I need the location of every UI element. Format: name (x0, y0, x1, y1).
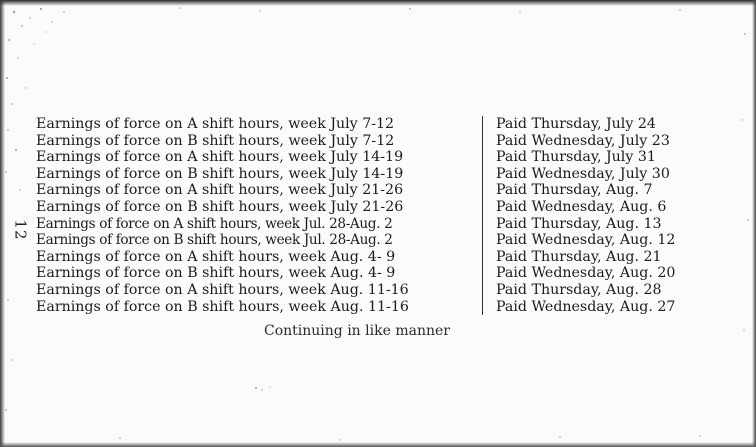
schedule-row (36, 133, 726, 150)
column-divider (482, 116, 483, 133)
column-divider (482, 216, 483, 233)
column-divider (482, 282, 483, 299)
continuation-note: Continuing in like manner (264, 323, 450, 339)
schedule-row (36, 232, 726, 249)
column-divider (482, 166, 483, 183)
payment-date: Paid Thursday, July 31 (496, 149, 656, 166)
column-divider (482, 299, 483, 316)
schedule-row (36, 116, 726, 133)
column-divider (482, 182, 483, 199)
schedule-row (36, 149, 726, 166)
payment-date: Paid Wednesday, Aug. 27 (496, 298, 676, 315)
earnings-period: Earnings of force on B shift hours, week Aug. 11-16 (36, 298, 409, 315)
schedule-row (36, 282, 726, 299)
earnings-period: Earnings of force on B shift hours, week July 7-12 (36, 132, 395, 149)
payment-date: Paid Thursday, Aug. 21 (496, 248, 662, 265)
schedule-row (36, 182, 726, 199)
payment-date: Paid Wednesday, Aug. 12 (496, 232, 676, 249)
earnings-period: Earnings of force on A shift hours, week July 21-26 (36, 182, 404, 199)
payment-date: Paid Wednesday, July 30 (496, 165, 670, 182)
column-divider (482, 149, 483, 166)
earnings-period: Earnings of force on B shift hours, week Aug. 4- 9 (36, 265, 396, 282)
column-divider (482, 249, 483, 266)
payment-date: Paid Wednesday, Aug. 6 (496, 198, 667, 215)
payment-date: Paid Wednesday, July 23 (496, 132, 670, 149)
payment-date: Paid Thursday, July 24 (496, 116, 656, 132)
earnings-period: Earnings of force on B shift hours, week July 14-19 (36, 165, 404, 182)
schedule-row (36, 199, 726, 216)
column-divider (482, 133, 483, 150)
column-divider (482, 265, 483, 282)
schedule-row (36, 166, 726, 183)
earnings-period: Earnings of force on A shift hours, week July 7-12 (36, 116, 395, 132)
payment-date: Paid Thursday, Aug. 13 (496, 215, 662, 232)
earnings-period: Earnings of force on A shift hours, week July 14-19 (36, 149, 404, 166)
schedule-row (36, 249, 726, 266)
earnings-period: Earnings of force on B shift hours, week Jul. 28-Aug. 2 (36, 232, 393, 249)
payment-date: Paid Wednesday, Aug. 20 (496, 265, 676, 282)
payroll-schedule (36, 116, 726, 315)
page-number: 12 (11, 219, 30, 241)
column-divider (482, 232, 483, 249)
schedule-row (36, 265, 726, 282)
earnings-period: Earnings of force on B shift hours, week July 21-26 (36, 198, 404, 215)
payment-date: Paid Thursday, Aug. 28 (496, 281, 662, 298)
column-divider (482, 199, 483, 216)
earnings-period: Earnings of force on A shift hours, week Aug. 4- 9 (36, 248, 396, 265)
schedule-row (36, 299, 726, 316)
schedule-row (36, 216, 726, 233)
payment-date: Paid Thursday, Aug. 7 (496, 182, 653, 199)
earnings-period: Earnings of force on A shift hours, week Aug. 11-16 (36, 281, 409, 298)
earnings-period: Earnings of force on A shift hours, week Jul. 28-Aug. 2 (36, 215, 393, 232)
